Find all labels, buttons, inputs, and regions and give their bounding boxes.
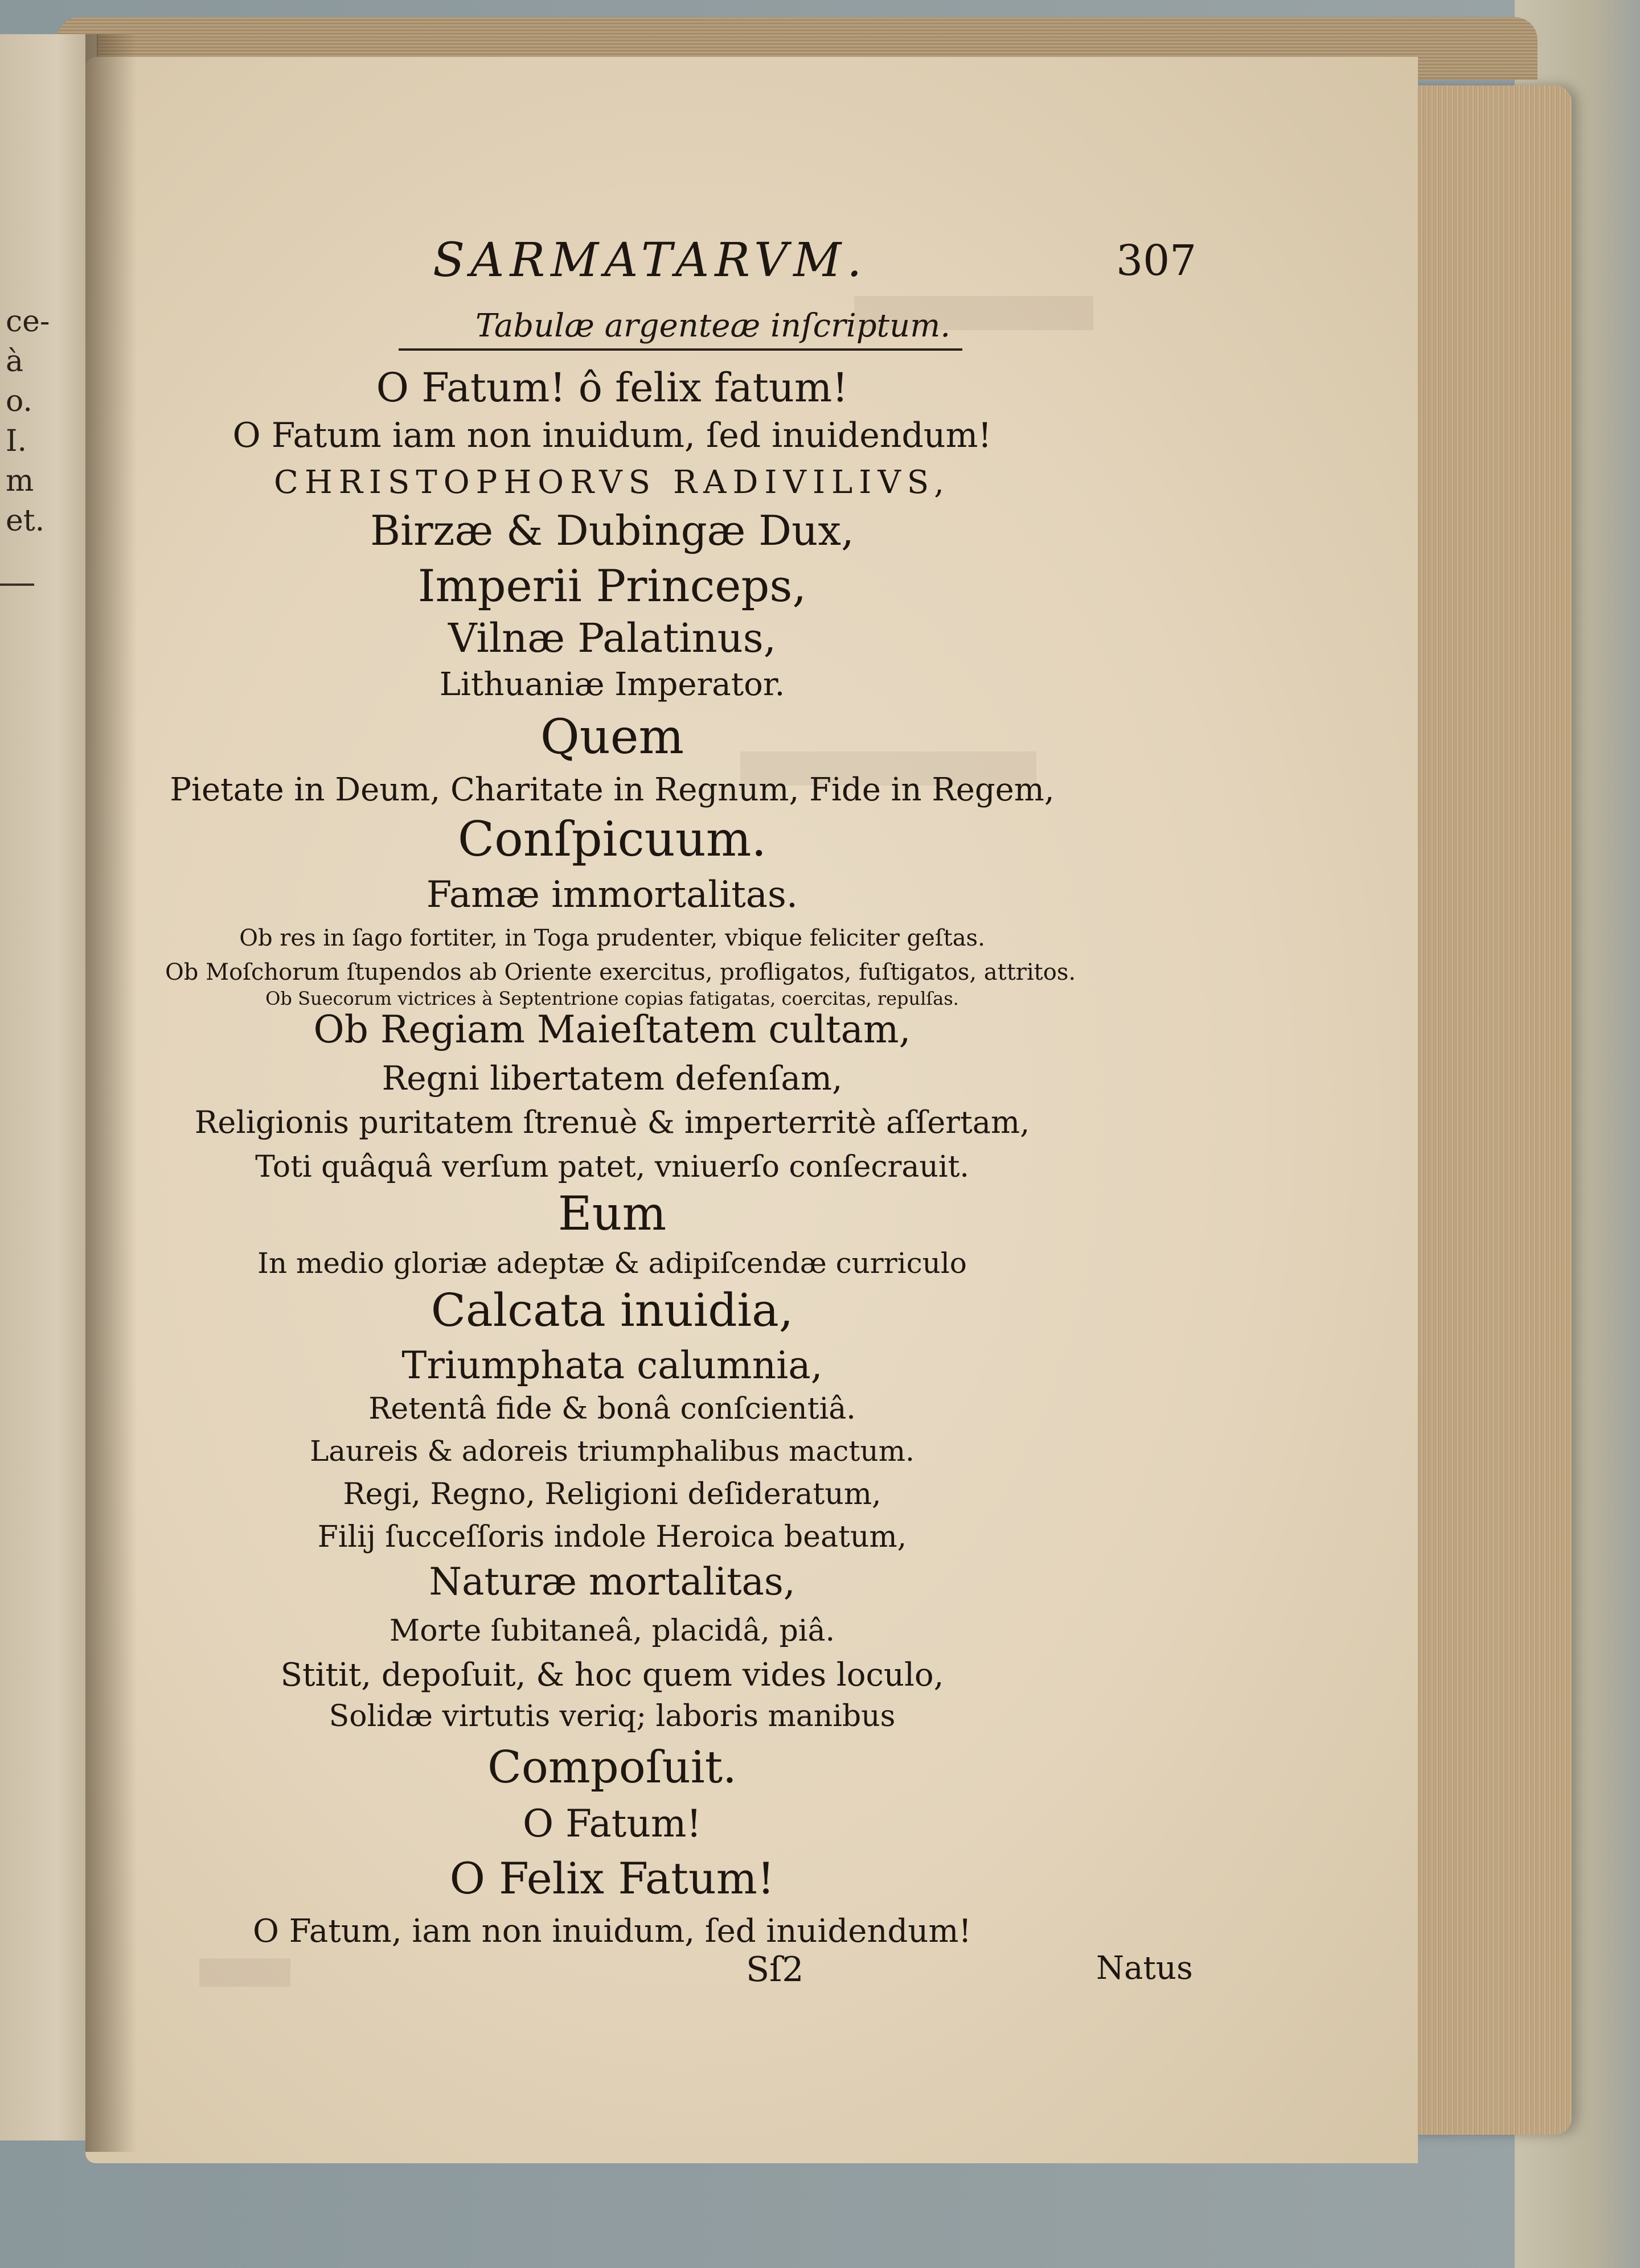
left-fragment: m [6, 464, 34, 498]
inscription-line: Laureis & adoreis triumphalibus mactum. [310, 1435, 915, 1468]
inscription-line: Solidæ virtutis veriq; laboris manibus [329, 1699, 896, 1733]
inscription-line: Calcata inuidia, [430, 1284, 794, 1337]
inscription-line: O Felix Fatum! [449, 1853, 775, 1904]
left-page-rule [0, 584, 34, 586]
inscription-line: Quem [540, 709, 684, 765]
inscription-subtitle: Tabulæ argenteæ inſcriptum. [475, 307, 951, 344]
inscription-line: Compoſuit. [487, 1742, 737, 1793]
left-fragment: o. [6, 384, 32, 418]
page-number: 307 [1116, 236, 1197, 285]
left-page [0, 34, 98, 2140]
left-fragment: et. [6, 504, 45, 538]
gutter-shadow [85, 34, 137, 2152]
inscription-line: Regni libertatem defenſam, [382, 1059, 843, 1098]
inscription-line: Ob res in ſago fortiter, in Toga prudenter, vbique feliciter geſtas. [239, 925, 985, 951]
inscription-line: Morte ſubitaneâ, placidâ, piâ. [390, 1614, 835, 1648]
inscription-line: Ob Moſchorum ſtupendos ab Oriente exercitus, profligatos, fuſtigatos, attritos. [165, 959, 1076, 985]
inscription-line: Lithuaniæ Imperator. [439, 666, 785, 703]
inscription-line: Stitit, depoſuit, & hoc quem vides loculo, [280, 1657, 944, 1694]
left-fragment: I. [6, 424, 27, 458]
catchword: Natus [1096, 1950, 1193, 1987]
inscription-line: Regi, Regno, Religioni deſideratum, [343, 1477, 882, 1511]
inscription-line: Filij ſucceſſoris indole Heroica beatum, [317, 1520, 907, 1554]
inscription-line: Religionis puritatem ſtrenuè & imperterritè aſſertam, [194, 1104, 1030, 1140]
inscription-line: Ob Suecorum victrices à Septentrione copias fatigatas, coercitas, repulſas. [265, 988, 959, 1009]
inscription-line: Toti quâquâ verſum patet, vniuerſo conſecrauit. [255, 1150, 969, 1184]
inscription-line: O Fatum! [523, 1802, 702, 1846]
inscription-line: Naturæ mortalitas, [429, 1560, 796, 1604]
running-title: SARMATARVM. [433, 233, 868, 287]
inscription-line: Eum [557, 1187, 667, 1241]
inscription-line: Famæ immortalitas. [426, 874, 798, 916]
inscription-line: Imperii Princeps, [417, 561, 807, 612]
inscription-line: Conſpicuum. [457, 811, 767, 867]
inscription-line: Birzæ & Dubingæ Dux, [370, 507, 854, 554]
inscription [165, 0, 1076, 2268]
inscription-line: In medio gloriæ adeptæ & adipiſcendæ curriculo [257, 1247, 967, 1280]
left-fragment: ce- [6, 305, 50, 339]
inscription-line: Vilnæ Palatinus, [448, 615, 776, 662]
inscription-line: O Fatum! ô felix fatum! [376, 364, 848, 411]
left-page-text [6, 302, 51, 541]
inscription-line: CHRISTOPHORVS RADIVILIVS, [274, 464, 950, 501]
inscription-line: Triumphata calumnia, [401, 1343, 823, 1387]
inscription-line: Retentâ fide & bonâ conſcientiâ. [368, 1392, 856, 1426]
inscription-line: O Fatum iam non inuidum, ſed inuidendum! [232, 416, 992, 455]
inscription-line: Pietate in Deum, Charitate in Regnum, Fide in Regem, [170, 771, 1055, 808]
inscription-line: Ob Regiam Maieſtatem cultam, [313, 1008, 911, 1051]
inscription-line: O Fatum, iam non inuidum, ſed inuidendum! [253, 1913, 971, 1950]
signature-mark: Sſ2 [746, 1950, 804, 1990]
left-fragment: à [6, 344, 24, 379]
